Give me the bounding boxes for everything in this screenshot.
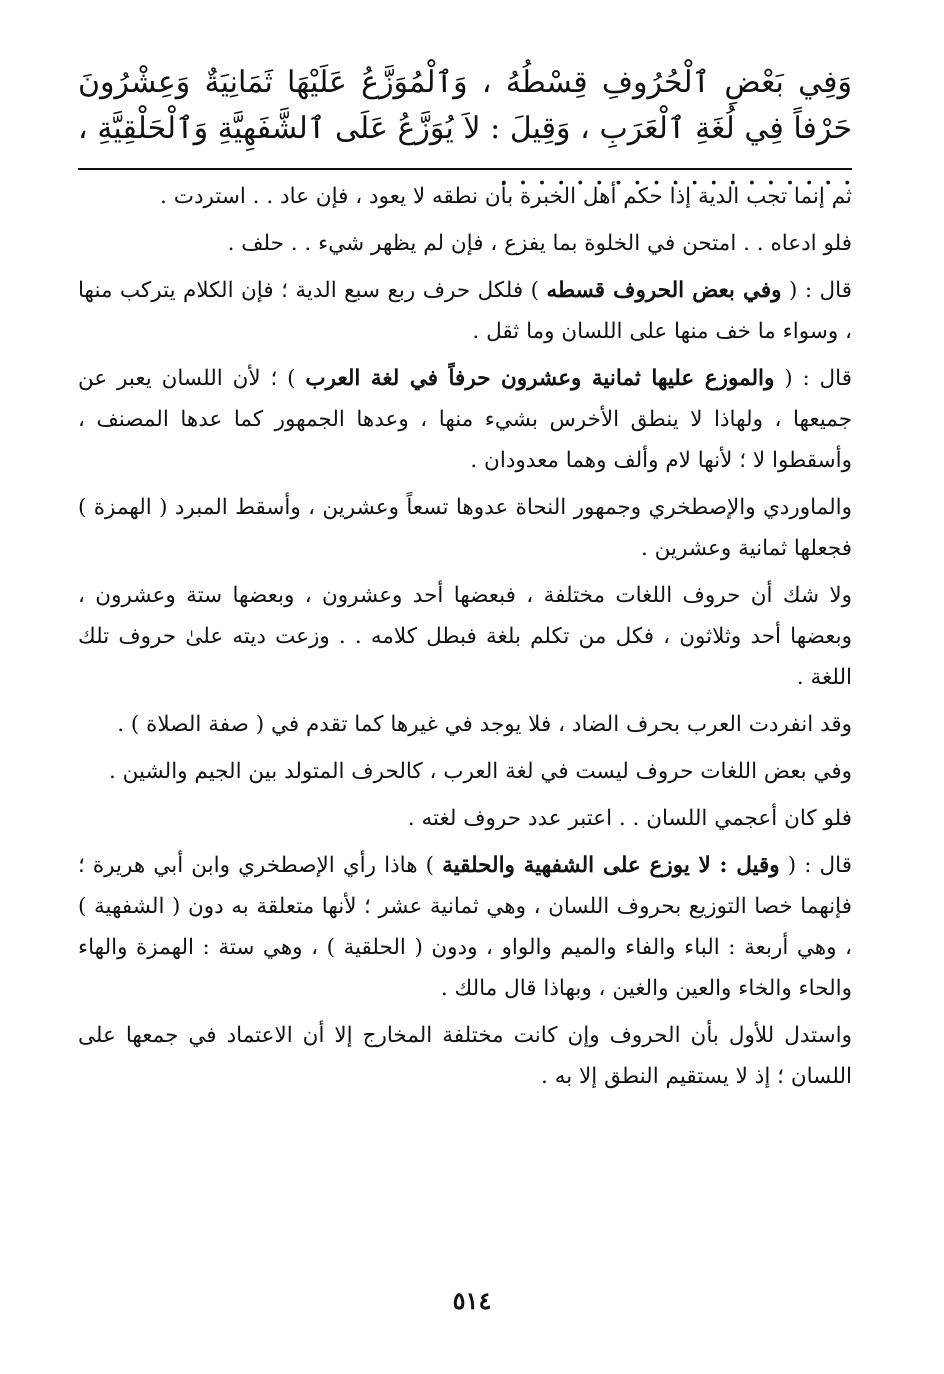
commentary-paragraph: والماوردي والإصطخري وجمهور النحاة عدوها تسعاً وعشرين ، وأسقط المبرد ( الهمزة ) فجعلها ثمانية وعشرين . — [78, 495, 852, 561]
commentary-paragraph: واستدل للأول بأن الحروف وإن كانت مختلفة المخارج إلا أن الاعتماد في جمعها على اللسان ؛ إذ لا يستقيم النطق إلا به . — [78, 1023, 852, 1089]
commentary-paragraph: وقد انفردت العرب بحرف الضاد ، فلا يوجد في غيرها كما تقدم في ( صفة الصلاة ) . — [117, 712, 852, 737]
commentary-paragraph: وفي بعض اللغات حروف ليست في لغة العرب ، كالحرف المتولد بين الجيم والشين . — [108, 759, 852, 784]
matn-quote: والموزع عليها ثمانية وعشرون حرفاً في لغة العرب — [305, 366, 775, 391]
matn-quote: وقيل : لا يوزع على الشفهية والحلقية — [442, 853, 780, 878]
commentary-paragraph: ولا شك أن حروف اللغات مختلفة ، فبعضها أحد وعشرون ، وبعضها ستة وعشرون ، وبعضها أحد وثلاثون ، فكل من تكلم بلغة فبطل كلامه . . وزعت ديته علىٰ حروف تلك اللغة . — [78, 583, 852, 690]
commentary-paragraph: فلو كان أعجمي اللسان . . اعتبر عدد حروف لغته . — [407, 806, 852, 831]
matn-quote: وفي بعض الحروف قسطه — [546, 278, 782, 303]
commentary-paragraph: فلو ادعاه . . امتحن في الخلوة بما يفزع ، فإن لم يظهر شيء . . حلف . — [227, 231, 852, 256]
commentary — [78, 176, 852, 1097]
commentary-paragraph: قال : ( والموزع عليها ثمانية وعشرون حرفاً في لغة العرب ) ؛ لأن اللسان يعبر عن جميعها ، ولهاذا لا ينطق الأخرس بشيء منها ، وعدها الجمهور كما عدها المصنف ، وأسقطوا لا ؛ لأنها لام وألف وهما معدودان . — [78, 366, 853, 473]
page-number: ٥١٤ — [452, 1286, 492, 1315]
matn-text: وَفِي بَعْضِ ٱلْحُرُوفِ قِسْطُهُ ، وَٱلْمُوَزَّعُ عَلَيْهَا ثَمَانِيَةٌ وَعِشْرُونَ حَرْفاً فِي لُغَةِ ٱلْعَرَبِ ، وَقِيلَ : لاَ يُوَزَّعُ عَلَى ٱلشَّفَهِيَّةِ وَٱلْحَلْقِيَّةِ ، . . . . . . . . . . . . . . . . . . . — [78, 65, 852, 192]
commentary-paragraph: قال : ( وفي بعض الحروف قسطه ) فلكل حرف ربع سبع الدية ؛ فإن الكلام يتركب منها ، وسواء ما خف منها على اللسان وما ثقل . — [78, 278, 852, 344]
commentary-paragraph: قال : ( وقيل : لا يوزع على الشفهية والحلقية ) هاذا رأي الإصطخري وابن أبي هريرة ؛ فإنهما خصا التوزيع بحروف اللسان ، وهي ثمانية عشر ؛ لأنها متعلقة به دون ( الشفهية ) ، وهي أربعة : الباء والفاء والميم والواو ، ودون ( الحلقية ) ، وهي ستة : الهمزة والهاء والحاء والخاء والعين والغين ، وبهاذا قال مالك . — [78, 853, 852, 1001]
commentary-paragraph: ثم إنما تجب الدية إذا حكم أهل الخبرة بأن نطقه لا يعود ، فإن عاد . . استردت . — [160, 184, 852, 209]
